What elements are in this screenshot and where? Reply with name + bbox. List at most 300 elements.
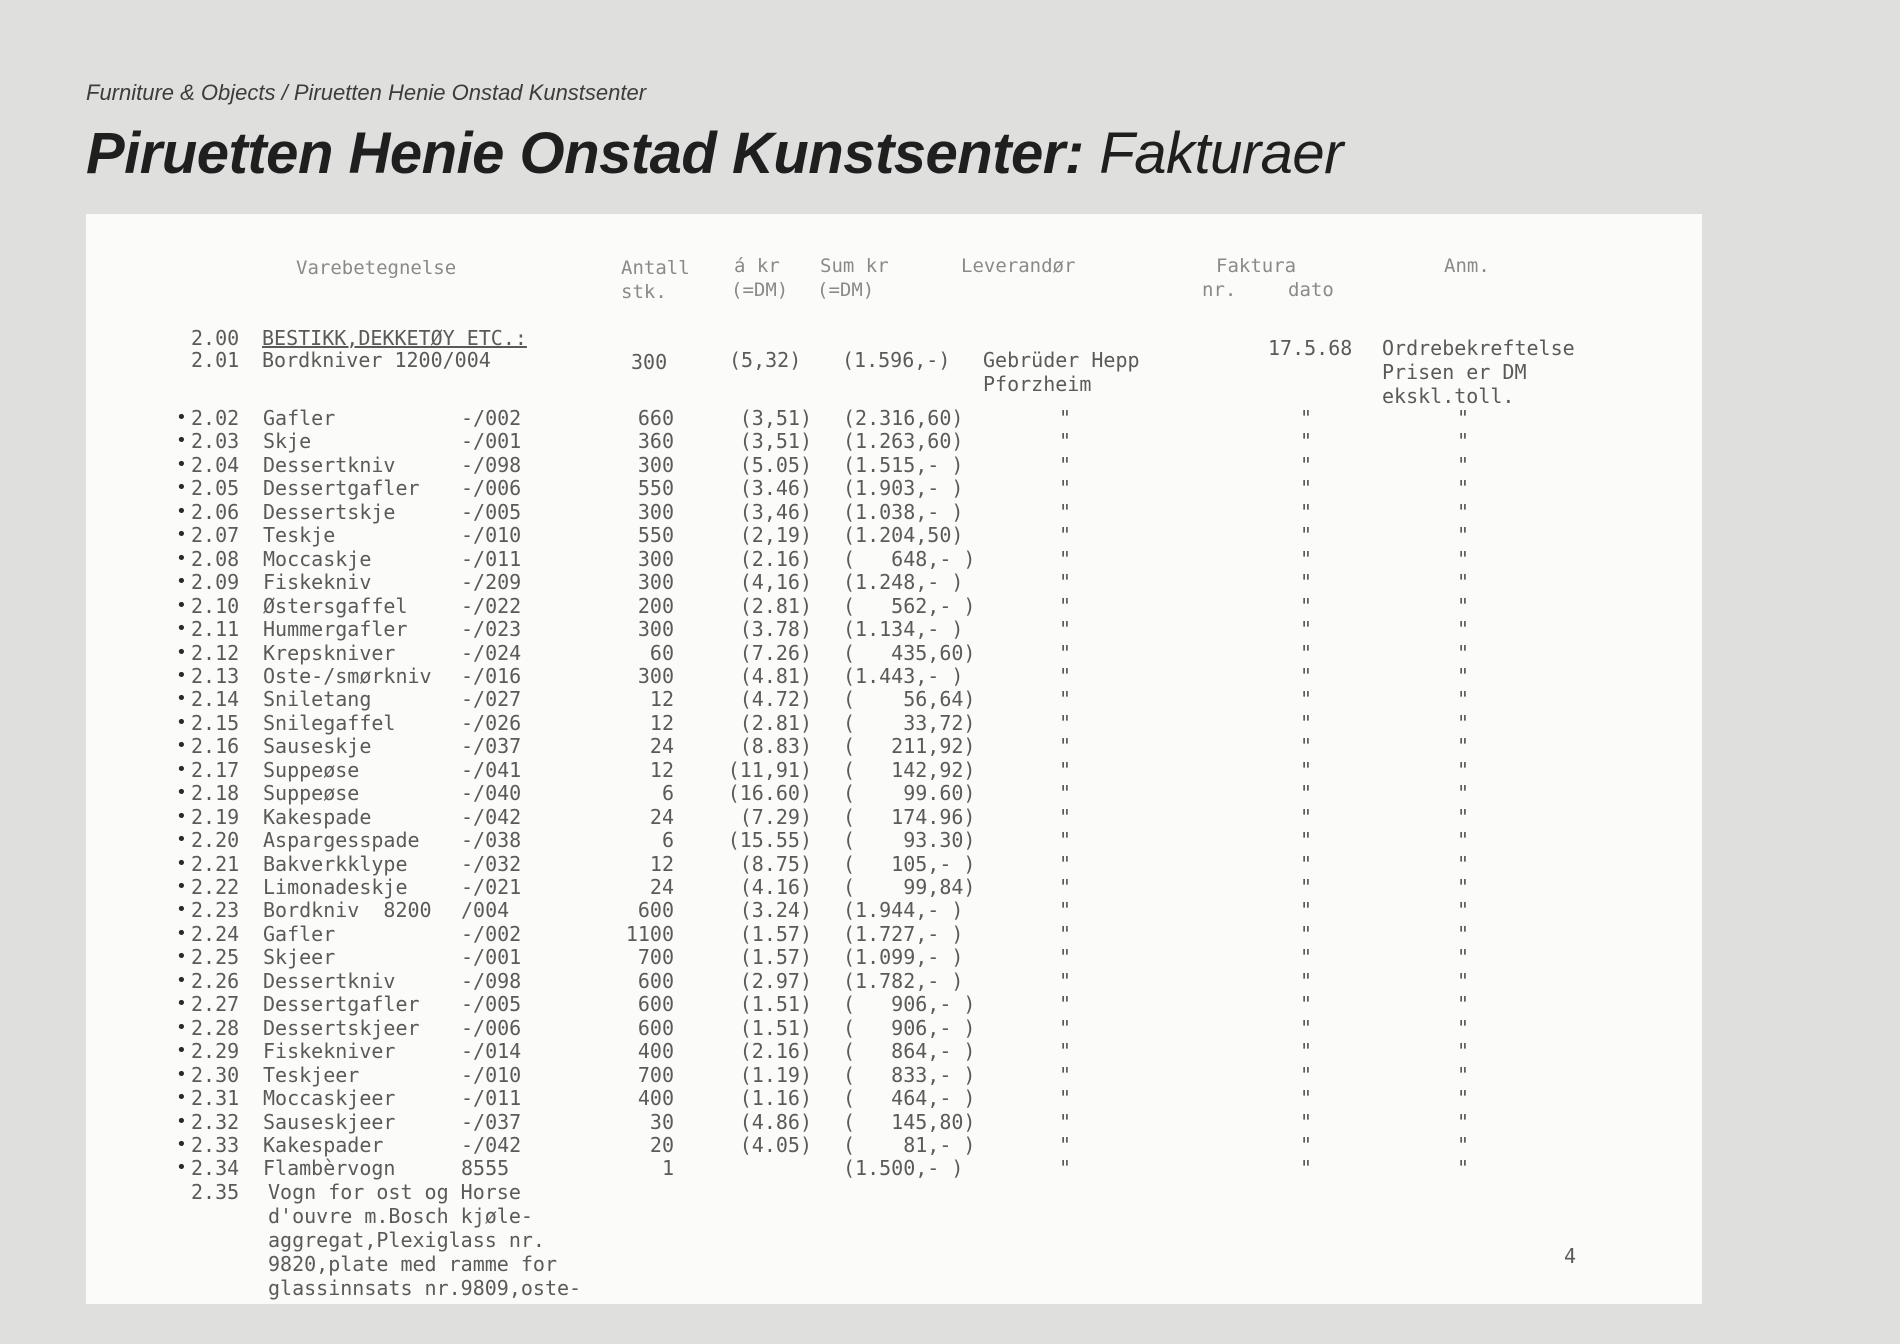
ditto-date: " xyxy=(1300,570,1313,594)
item-qty: 1 xyxy=(661,1156,674,1180)
item-price: (7.29) xyxy=(739,805,812,829)
item-number: 2.07 xyxy=(191,523,240,547)
item-price: (1.57) xyxy=(739,945,812,969)
item-number: 2.16 xyxy=(191,734,240,758)
item-qty: 360 xyxy=(637,429,674,453)
note-line-2: Prisen er DM xyxy=(1382,360,1527,384)
item-number: 2.10 xyxy=(191,594,240,618)
item-name: Suppeøse xyxy=(263,781,360,805)
item-number: 2.12 xyxy=(191,641,240,665)
item-qty: 12 xyxy=(649,758,674,782)
item-number: 2.28 xyxy=(191,1016,240,1040)
item-code: -/022 xyxy=(461,594,522,618)
header-akr: á kr xyxy=(734,255,780,277)
item-price: (4.72) xyxy=(739,687,812,711)
tick-mark: • xyxy=(176,548,187,569)
description-line: aggregat,Plexiglass nr. xyxy=(268,1228,545,1252)
tick-mark: • xyxy=(176,1017,187,1038)
item-qty: 300 xyxy=(637,547,674,571)
item-number: 2.14 xyxy=(191,687,240,711)
page-title-main: Piruetten Henie Onstad Kunstsenter: xyxy=(86,121,1084,186)
item-qty: 600 xyxy=(637,969,674,993)
ditto-date: " xyxy=(1300,992,1313,1016)
item-name: Suppeøse xyxy=(263,758,360,782)
item-name: Sauseskje xyxy=(263,734,372,758)
ditto-note: " xyxy=(1457,1133,1470,1157)
item-price: (2.81) xyxy=(739,594,812,618)
item-sum: ( 99,84) xyxy=(843,875,976,899)
item-number: 2.25 xyxy=(191,945,240,969)
ditto-note: " xyxy=(1457,852,1470,876)
ditto-note: " xyxy=(1457,805,1470,829)
ditto-supplier: " xyxy=(1059,852,1072,876)
item-number: 2.11 xyxy=(191,617,240,641)
item-price: (15.55) xyxy=(727,828,812,852)
item-name: Bakverkklype xyxy=(263,852,408,876)
item-name: Dessertkniv xyxy=(263,453,396,477)
tick-mark: • xyxy=(176,665,187,686)
item-price: (3,51) xyxy=(739,406,812,430)
item-code: -/041 xyxy=(461,758,522,782)
item-qty: 300 xyxy=(637,664,674,688)
ditto-date: " xyxy=(1300,617,1313,641)
item-number: 2.13 xyxy=(191,664,240,688)
item-code: -/014 xyxy=(461,1039,522,1063)
ditto-note: " xyxy=(1457,875,1470,899)
item-name: Kakespader xyxy=(263,1133,384,1157)
ditto-supplier: " xyxy=(1059,828,1072,852)
item-qty: 300 xyxy=(637,570,674,594)
ditto-date: " xyxy=(1300,406,1313,430)
ditto-note: " xyxy=(1457,734,1470,758)
ditto-date: " xyxy=(1300,1016,1313,1040)
page-title-sub: Fakturaer xyxy=(1099,121,1343,186)
item-sum: ( 435,60) xyxy=(843,641,976,665)
ditto-supplier: " xyxy=(1059,453,1072,477)
item-sum: (1.515,- ) xyxy=(843,453,964,477)
item-price: (4,16) xyxy=(739,570,812,594)
item-sum: ( 81,- ) xyxy=(843,1133,976,1157)
ditto-supplier: " xyxy=(1059,594,1072,618)
item-sum: ( 174.96) xyxy=(843,805,976,829)
item-name: Kakespade xyxy=(263,805,372,829)
ditto-note: " xyxy=(1457,547,1470,571)
item-code: -/010 xyxy=(461,1063,522,1087)
item-qty: 30 xyxy=(649,1110,674,1134)
header-faktura-dato: dato xyxy=(1288,279,1334,301)
item-qty: 20 xyxy=(649,1133,674,1157)
item-code: -/032 xyxy=(461,852,522,876)
item-qty: 600 xyxy=(637,898,674,922)
item-sum: (2.316,60) xyxy=(843,406,964,430)
item-number: 2.18 xyxy=(191,781,240,805)
item-qty: 300 xyxy=(637,617,674,641)
item-sum: ( 833,- ) xyxy=(843,1063,976,1087)
ditto-date: " xyxy=(1300,547,1313,571)
ditto-supplier: " xyxy=(1059,1156,1072,1180)
item-sum: (1.263,60) xyxy=(843,429,964,453)
item-price: (1.16) xyxy=(739,1086,812,1110)
item-code: -/001 xyxy=(461,429,522,453)
item-code: /004 xyxy=(461,898,510,922)
item-name: Moccaskjeer xyxy=(263,1086,396,1110)
item-number: 2.05 xyxy=(191,476,240,500)
supplier-name: Gebrüder Hepp xyxy=(983,348,1140,372)
item-qty: 24 xyxy=(649,734,674,758)
ditto-supplier: " xyxy=(1059,664,1072,688)
ditto-note: " xyxy=(1457,1156,1470,1180)
item-sum: (1.134,- ) xyxy=(843,617,964,641)
item-number: 2.32 xyxy=(191,1110,240,1134)
item-price: (5.05) xyxy=(739,453,812,477)
tick-mark: • xyxy=(176,993,187,1014)
ditto-note: " xyxy=(1457,687,1470,711)
item-qty: 300 xyxy=(631,350,668,374)
breadcrumb: Furniture & Objects / Piruetten Henie Onstad Kunstsenter xyxy=(86,80,647,105)
item-code: -/016 xyxy=(461,664,522,688)
item-sum: ( 56,64) xyxy=(843,687,976,711)
ditto-note: " xyxy=(1457,1063,1470,1087)
header-sumkr-dm: (=DM) xyxy=(817,279,875,301)
description-line: Vogn for ost og Horse xyxy=(268,1180,521,1204)
item-number: 2.04 xyxy=(191,453,240,477)
ditto-note: " xyxy=(1457,664,1470,688)
item-qty: 550 xyxy=(637,523,674,547)
ditto-note: " xyxy=(1457,641,1470,665)
ditto-note: " xyxy=(1457,1039,1470,1063)
header-varebetegnelse: Varebetegnelse xyxy=(296,257,457,279)
item-qty: 1100 xyxy=(625,922,674,946)
description-line: 9820,plate med ramme for xyxy=(268,1252,557,1276)
item-code: -/006 xyxy=(461,476,522,500)
ditto-supplier: " xyxy=(1059,523,1072,547)
ditto-supplier: " xyxy=(1059,805,1072,829)
ditto-supplier: " xyxy=(1059,641,1072,665)
item-price: (16.60) xyxy=(727,781,812,805)
item-sum: (1.443,- ) xyxy=(843,664,964,688)
item-code: -/001 xyxy=(461,945,522,969)
ditto-date: " xyxy=(1300,453,1313,477)
note-line-1: Ordrebekreftelse xyxy=(1382,336,1575,360)
ditto-supplier: " xyxy=(1059,875,1072,899)
ditto-date: " xyxy=(1300,1063,1313,1087)
item-sum: ( 99.60) xyxy=(843,781,976,805)
tick-mark: • xyxy=(176,970,187,991)
ditto-date: " xyxy=(1300,945,1313,969)
tick-mark: • xyxy=(176,876,187,897)
header-sumkr: Sum kr xyxy=(820,255,889,277)
item-sum: ( 906,- ) xyxy=(843,992,976,1016)
tick-mark: • xyxy=(176,782,187,803)
ditto-supplier: " xyxy=(1059,945,1072,969)
invoice-document xyxy=(86,214,1702,1304)
page-title xyxy=(86,120,1343,187)
item-number: 2.35 xyxy=(191,1180,240,1204)
tick-mark: • xyxy=(176,1064,187,1085)
ditto-supplier: " xyxy=(1059,1133,1072,1157)
ditto-note: " xyxy=(1457,570,1470,594)
item-qty: 12 xyxy=(649,852,674,876)
item-sum: (1.038,- ) xyxy=(843,500,964,524)
ditto-note: " xyxy=(1457,1086,1470,1110)
ditto-note: " xyxy=(1457,406,1470,430)
item-code: -/024 xyxy=(461,641,522,665)
item-number: 2.20 xyxy=(191,828,240,852)
ditto-supplier: " xyxy=(1059,617,1072,641)
item-sum: ( 145,80) xyxy=(843,1110,976,1134)
item-code: -/027 xyxy=(461,687,522,711)
item-qty: 400 xyxy=(637,1039,674,1063)
item-price: (4.16) xyxy=(739,875,812,899)
item-qty: 300 xyxy=(637,453,674,477)
item-sum: (1.903,- ) xyxy=(843,476,964,500)
item-name: Dessertgafler xyxy=(263,476,420,500)
tick-mark: • xyxy=(176,946,187,967)
item-sum: ( 464,- ) xyxy=(843,1086,976,1110)
ditto-supplier: " xyxy=(1059,1110,1072,1134)
item-qty: 400 xyxy=(637,1086,674,1110)
ditto-supplier: " xyxy=(1059,734,1072,758)
item-code: -/010 xyxy=(461,523,522,547)
item-name: Krepskniver xyxy=(263,641,396,665)
item-name: Bordkniv 8200 xyxy=(263,898,432,922)
item-qty: 12 xyxy=(649,711,674,735)
item-price: (3,46) xyxy=(739,500,812,524)
tick-mark: • xyxy=(176,524,187,545)
ditto-supplier: " xyxy=(1059,687,1072,711)
ditto-note: " xyxy=(1457,453,1470,477)
ditto-note: " xyxy=(1457,1110,1470,1134)
header-anm: Anm. xyxy=(1444,255,1490,277)
item-number: 2.26 xyxy=(191,969,240,993)
ditto-date: " xyxy=(1300,500,1313,524)
item-price: (3.24) xyxy=(739,898,812,922)
ditto-date: " xyxy=(1300,1039,1313,1063)
item-code: -/209 xyxy=(461,570,522,594)
item-name: Snilegaffel xyxy=(263,711,396,735)
header-antall: Antall xyxy=(621,257,690,279)
tick-mark: • xyxy=(176,407,187,428)
ditto-supplier: " xyxy=(1059,406,1072,430)
description-line: d'ouvre m.Bosch kjøle- xyxy=(268,1204,533,1228)
ditto-supplier: " xyxy=(1059,781,1072,805)
item-sum: ( 648,- ) xyxy=(843,547,976,571)
item-name: Skje xyxy=(263,429,312,453)
item-name: Gafler xyxy=(263,406,336,430)
item-number: 2.30 xyxy=(191,1063,240,1087)
ditto-supplier: " xyxy=(1059,922,1072,946)
ditto-date: " xyxy=(1300,922,1313,946)
item-name: Dessertkniv xyxy=(263,969,396,993)
tick-mark: • xyxy=(176,618,187,639)
item-price: (2,19) xyxy=(739,523,812,547)
item-price: (11,91) xyxy=(727,758,812,782)
item-number: 2.01 xyxy=(191,348,240,372)
tick-mark: • xyxy=(176,1087,187,1108)
item-code: -/021 xyxy=(461,875,522,899)
item-name: Flambèrvogn xyxy=(263,1156,396,1180)
ditto-date: " xyxy=(1300,594,1313,618)
item-sum: (1.782,- ) xyxy=(843,969,964,993)
item-number: 2.15 xyxy=(191,711,240,735)
ditto-supplier: " xyxy=(1059,1086,1072,1110)
ditto-date: " xyxy=(1300,805,1313,829)
section-label: BESTIKK,DEKKETØY ETC.: xyxy=(262,326,527,350)
tick-mark: • xyxy=(176,477,187,498)
item-name: Østersgaffel xyxy=(263,594,408,618)
ditto-note: " xyxy=(1457,781,1470,805)
item-name: Dessertskje xyxy=(263,500,396,524)
item-code: -/011 xyxy=(461,1086,522,1110)
header-akr-dm: (=DM) xyxy=(731,279,789,301)
tick-mark: • xyxy=(176,853,187,874)
item-sum: (1.944,- ) xyxy=(843,898,964,922)
item-sum: ( 142,92) xyxy=(843,758,976,782)
item-code: -/098 xyxy=(461,453,522,477)
item-name: Aspargesspade xyxy=(263,828,420,852)
tick-mark: • xyxy=(176,899,187,920)
item-name: Dessertskjeer xyxy=(263,1016,420,1040)
item-qty: 60 xyxy=(649,641,674,665)
item-number: 2.23 xyxy=(191,898,240,922)
item-number: 2.34 xyxy=(191,1156,240,1180)
section-number: 2.00 xyxy=(191,326,240,350)
item-sum: (1.596,-) xyxy=(842,348,951,372)
ditto-supplier: " xyxy=(1059,547,1072,571)
ditto-note: " xyxy=(1457,992,1470,1016)
item-qty: 550 xyxy=(637,476,674,500)
item-qty: 700 xyxy=(637,1063,674,1087)
ditto-date: " xyxy=(1300,429,1313,453)
tick-mark: • xyxy=(176,501,187,522)
item-number: 2.17 xyxy=(191,758,240,782)
ditto-date: " xyxy=(1300,687,1313,711)
item-name: Fiskekniv xyxy=(263,570,372,594)
item-number: 2.19 xyxy=(191,805,240,829)
ditto-note: " xyxy=(1457,429,1470,453)
item-number: 2.24 xyxy=(191,922,240,946)
tick-mark: • xyxy=(176,454,187,475)
ditto-supplier: " xyxy=(1059,711,1072,735)
ditto-supplier: " xyxy=(1059,758,1072,782)
item-number: 2.08 xyxy=(191,547,240,571)
item-price: (2.97) xyxy=(739,969,812,993)
item-qty: 600 xyxy=(637,992,674,1016)
ditto-date: " xyxy=(1300,641,1313,665)
item-code: -/005 xyxy=(461,992,522,1016)
ditto-date: " xyxy=(1300,852,1313,876)
ditto-supplier: " xyxy=(1059,969,1072,993)
item-price: (2.81) xyxy=(739,711,812,735)
item-price: (5,32) xyxy=(729,348,802,372)
item-price: (3.78) xyxy=(739,617,812,641)
item-code: -/005 xyxy=(461,500,522,524)
item-name: Moccaskje xyxy=(263,547,372,571)
item-name: Bordkniver 1200/004 xyxy=(262,348,491,372)
item-number: 2.33 xyxy=(191,1133,240,1157)
item-price: (8.83) xyxy=(739,734,812,758)
item-name: Skjeer xyxy=(263,945,336,969)
item-code: -/002 xyxy=(461,922,522,946)
item-code: 8555 xyxy=(461,1156,510,1180)
ditto-note: " xyxy=(1457,945,1470,969)
item-sum: (1.204,50) xyxy=(843,523,964,547)
item-qty: 12 xyxy=(649,687,674,711)
item-code: -/006 xyxy=(461,1016,522,1040)
ditto-note: " xyxy=(1457,476,1470,500)
ditto-date: " xyxy=(1300,664,1313,688)
item-price: (3,51) xyxy=(739,429,812,453)
item-price: (3.46) xyxy=(739,476,812,500)
item-price: (1.51) xyxy=(739,992,812,1016)
item-code: -/011 xyxy=(461,547,522,571)
ditto-note: " xyxy=(1457,758,1470,782)
item-qty: 24 xyxy=(649,875,674,899)
item-sum: ( 906,- ) xyxy=(843,1016,976,1040)
ditto-date: " xyxy=(1300,523,1313,547)
ditto-note: " xyxy=(1457,1016,1470,1040)
item-code: -/040 xyxy=(461,781,522,805)
ditto-supplier: " xyxy=(1059,1039,1072,1063)
item-sum: (1.248,- ) xyxy=(843,570,964,594)
ditto-date: " xyxy=(1300,898,1313,922)
ditto-supplier: " xyxy=(1059,500,1072,524)
item-sum: ( 211,92) xyxy=(843,734,976,758)
item-price: (4.81) xyxy=(739,664,812,688)
description-line: glassinnsats nr.9809,oste- xyxy=(268,1276,582,1300)
item-qty: 200 xyxy=(637,594,674,618)
item-price: (1.57) xyxy=(739,922,812,946)
item-qty: 24 xyxy=(649,805,674,829)
note-line-3: ekskl.toll. xyxy=(1382,384,1515,408)
item-qty: 6 xyxy=(661,781,674,805)
item-number: 2.27 xyxy=(191,992,240,1016)
page-number-mark: 4 xyxy=(1564,1244,1577,1268)
ditto-date: " xyxy=(1300,781,1313,805)
item-sum: ( 105,- ) xyxy=(843,852,976,876)
item-name: Dessertgafler xyxy=(263,992,420,1016)
ditto-date: " xyxy=(1300,969,1313,993)
ditto-supplier: " xyxy=(1059,570,1072,594)
item-name: Teskjeer xyxy=(263,1063,360,1087)
item-code: -/038 xyxy=(461,828,522,852)
item-price: (8.75) xyxy=(739,852,812,876)
invoice-date: 17.5.68 xyxy=(1268,336,1353,360)
tick-mark: • xyxy=(176,1157,187,1178)
supplier-city: Pforzheim xyxy=(983,372,1092,396)
item-number: 2.22 xyxy=(191,875,240,899)
ditto-date: " xyxy=(1300,758,1313,782)
item-number: 2.21 xyxy=(191,852,240,876)
header-leverandor: Leverandør xyxy=(961,255,1076,277)
item-price: (1.19) xyxy=(739,1063,812,1087)
item-code: -/098 xyxy=(461,969,522,993)
item-qty: 300 xyxy=(637,500,674,524)
tick-mark: • xyxy=(176,1040,187,1061)
item-sum: ( 562,- ) xyxy=(843,594,976,618)
tick-mark: • xyxy=(176,430,187,451)
header-stk: stk. xyxy=(621,281,667,303)
item-sum: ( 33,72) xyxy=(843,711,976,735)
item-price: (2.16) xyxy=(739,1039,812,1063)
item-price: (4.86) xyxy=(739,1110,812,1134)
tick-mark: • xyxy=(176,642,187,663)
ditto-date: " xyxy=(1300,476,1313,500)
item-code: -/042 xyxy=(461,805,522,829)
tick-mark: • xyxy=(176,923,187,944)
tick-mark: • xyxy=(176,829,187,850)
ditto-date: " xyxy=(1300,1133,1313,1157)
